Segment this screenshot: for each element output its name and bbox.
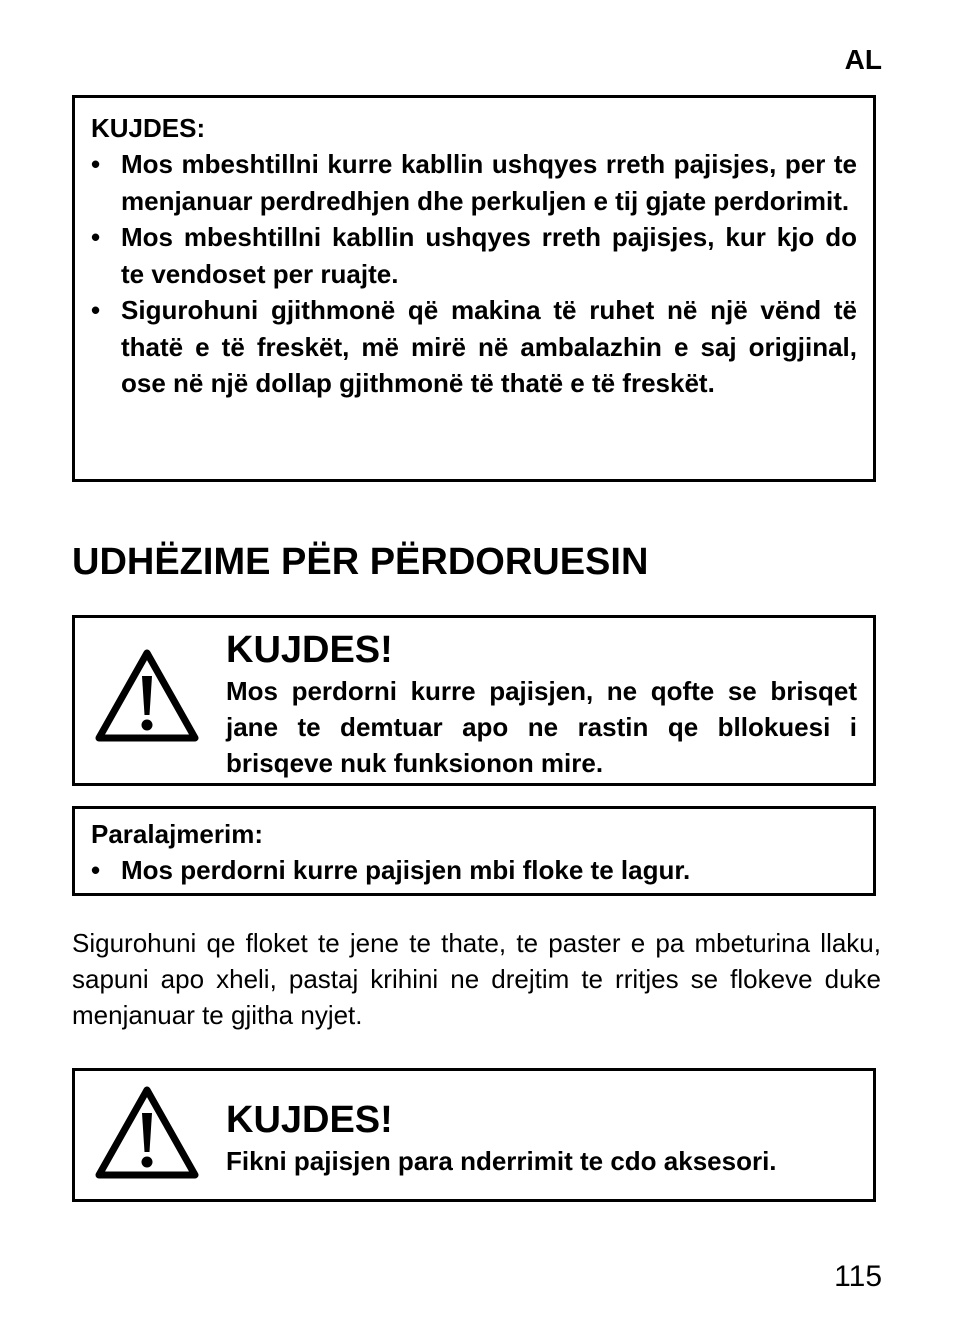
warning-title: KUJDES!	[226, 629, 393, 671]
warning-text: Mos perdorni kurre pajisjen, ne qofte se brisqet jane te demtuar apo ne rastin qe bllokuesi i brisqeve nuk funksionon mire.	[226, 676, 857, 778]
warning-box-accessory	[72, 1068, 876, 1202]
caution-label: KUJDES:	[91, 113, 206, 143]
caution-list	[91, 146, 857, 402]
notice-list	[91, 852, 857, 889]
warning-text: Fikni pajisjen para nderrimit te cdo aksesori.	[226, 1146, 777, 1176]
page-number: 115	[834, 1260, 882, 1293]
section-heading: UDHËZIME PËR PËRDORUESIN	[72, 541, 649, 583]
warning-triangle-icon	[91, 646, 203, 746]
caution-item: • Sigurohuni gjithmonë që makina të ruhet në një vënd të thatë e të freskët, më mirë në ambalazhin e saj origjinal, ose në një dollap gjithmonë të thatë e të freskët.	[91, 292, 857, 402]
notice-label: Paralajmerim:	[91, 819, 263, 849]
body-paragraph: Sigurohuni qe floket te jene te thate, te paster e pa mbeturina llaku, sapuni apo xheli, pastaj krihini ne drejtim te rritjes se flokeve duke menjanuar te gjitha nyjet.	[72, 928, 881, 1030]
caution-box	[72, 95, 876, 482]
warning-title: KUJDES!	[226, 1099, 393, 1141]
language-code: AL	[844, 44, 882, 75]
notice-item: • Mos perdorni kurre pajisjen mbi floke te lagur.	[91, 852, 857, 889]
caution-item: • Mos mbeshtillni kurre kabllin ushqyes rreth pajisjes, per te menjanuar perdredhjen dhe perkuljen e tij gjate perdorimit.	[91, 146, 857, 219]
notice-box	[72, 806, 876, 896]
warning-box-blades	[72, 615, 876, 786]
warning-triangle-icon	[91, 1083, 203, 1183]
caution-item: • Mos mbeshtillni kabllin ushqyes rreth pajisjes, kur kjo do te vendoset per ruajte.	[91, 219, 857, 292]
